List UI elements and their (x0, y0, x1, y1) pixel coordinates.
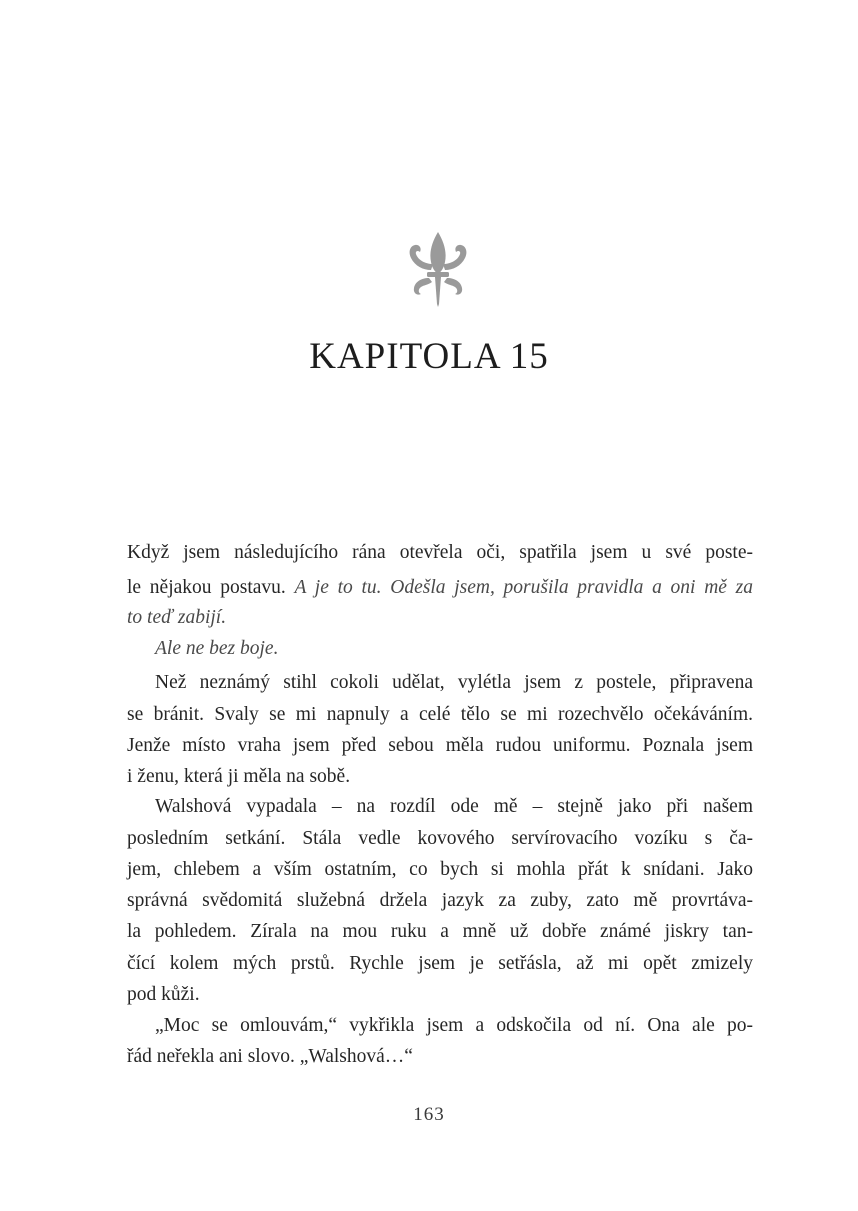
text-line: posledním setkání. Stála vedle kovového servírovacího vozíku s ča- (127, 828, 753, 849)
text-line: i ženu, která ji měla na sobě. (127, 766, 351, 787)
text-line: Když jsem následujícího rána otevřela oči, spatřila jsem u své poste- (127, 542, 753, 563)
text-line: čící kolem mých prstů. Rychle jsem je setřásla, až mi opět zmizely (127, 953, 753, 974)
text-line: Jenže místo vraha jsem před sebou měla rudou uniformu. Poznala jsem (127, 735, 753, 756)
text-line: Než neznámý stihl cokoli udělat, vylétla jsem z postele, připravena (155, 672, 753, 693)
text-line: to teď zabijí. (127, 607, 227, 628)
text-line: Ale ne bez boje. (155, 638, 279, 659)
text-line: se bránit. Svaly se mi napnuly a celé tělo se mi rozechvělo očekáváním. (127, 704, 753, 725)
text-line: jem, chlebem a vším ostatním, co bych si mohla přát k snídani. Jako (127, 859, 753, 880)
chapter-title: KAPITOLA 15 (309, 336, 549, 377)
text-line: pod kůži. (127, 984, 200, 1005)
italic-run: A je to tu. Odešla jsem, porušila pravidla a oni mě za (294, 577, 753, 598)
text-run: le nějakou postavu. (127, 577, 295, 598)
fleur-de-lis-icon (405, 230, 471, 308)
text-line (127, 573, 753, 603)
text-line: „Moc se omlouvám,“ vykřikla jsem a odskočila od ní. Ona ale po- (155, 1015, 753, 1036)
text-line: Walshová vypadala – na rozdíl ode mě – stejně jako při našem (155, 796, 753, 817)
page-number: 163 (413, 1104, 445, 1125)
text-line: správná svědomitá služebná držela jazyk za zuby, zato mě provrtáva- (127, 890, 753, 911)
text-line: la pohledem. Zírala na mou ruku a mně už dobře známé jiskry tan- (127, 921, 753, 942)
text-line: řád neřekla ani slovo. „Walshová…“ (127, 1046, 413, 1067)
